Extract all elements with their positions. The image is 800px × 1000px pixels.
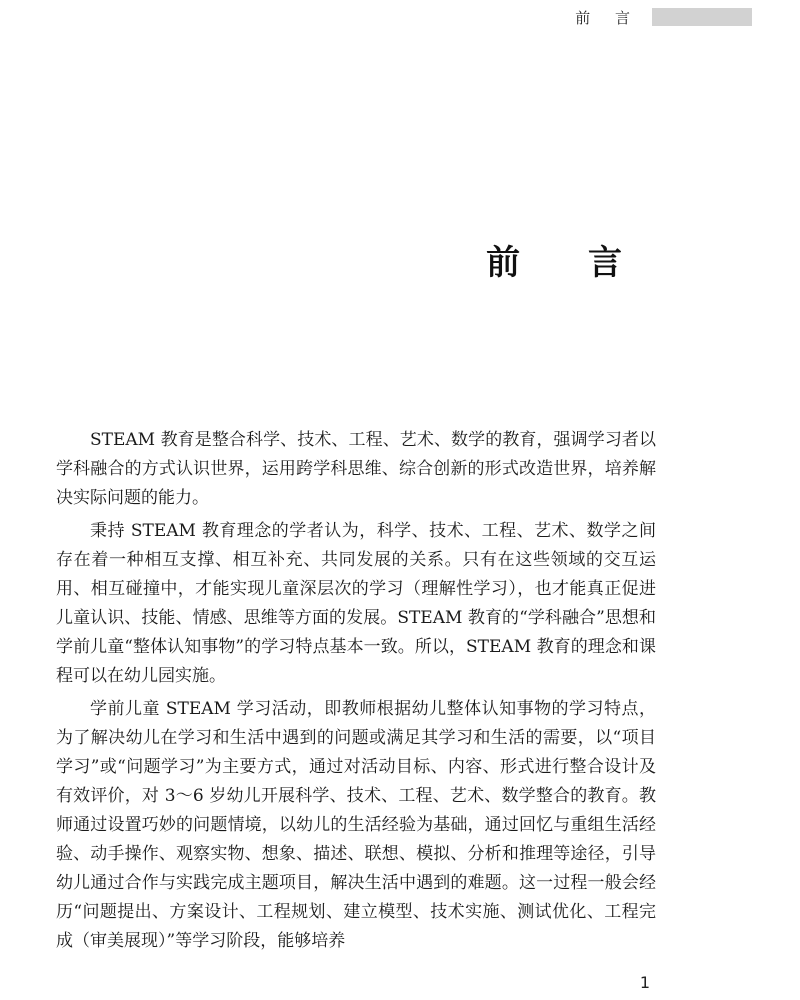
running-head	[0, 8, 800, 28]
chapter-title: 前 言	[486, 243, 650, 283]
paragraph: 学前儿童 STEAM 学习活动，即教师根据幼儿整体认知事物的学习特点，为了解决幼儿在学习和生活中遇到的问题或满足其学习和生活的需要，以“项目学习”或“问题学习”为主要方式，通过对活动目标、内容、形式进行整合设计及有效评价，对 3～6 岁幼儿开展科学、技术、工程、艺术、数学整合的教育。教师通过设置巧妙的问题情境，以幼儿的生活经验为基础，通过回忆与重组生活经验、动手操作、观察实物、想象、描述、联想、模拟、分析和推理等途径，引导幼儿通过合作与实践完成主题项目，解决生活中遇到的难题。这一过程一般会经历“问题提出、方案设计、工程规划、建立模型、技术实施、测试优化、工程完成（审美展现）”等学习阶段，能够培养	[56, 699, 656, 951]
page-number: 1	[639, 973, 650, 992]
paragraph: 秉持 STEAM 教育理念的学者认为，科学、技术、工程、艺术、数学之间存在着一种相互支撑、相互补充、共同发展的关系。只有在这些领域的交互运用、相互碰撞中，才能实现儿童深层次的学习（理解性学习），也才能真正促进儿童认识、技能、情感、思维等方面的发展。STEAM 教育的“学科融合”思想和学前儿童“整体认知事物”的学习特点基本一致。所以，STEAM 教育的理念和课程可以在幼儿园实施。	[56, 521, 656, 686]
body-text	[56, 426, 656, 960]
paragraph: STEAM 教育是整合科学、技术、工程、艺术、数学的教育，强调学习者以学科融合的方式认识世界，运用跨学科思维、综合创新的形式改造世界，培养解决实际问题的能力。	[56, 430, 656, 508]
running-head-title: 前 言	[575, 9, 640, 27]
running-head-bar	[652, 8, 752, 26]
